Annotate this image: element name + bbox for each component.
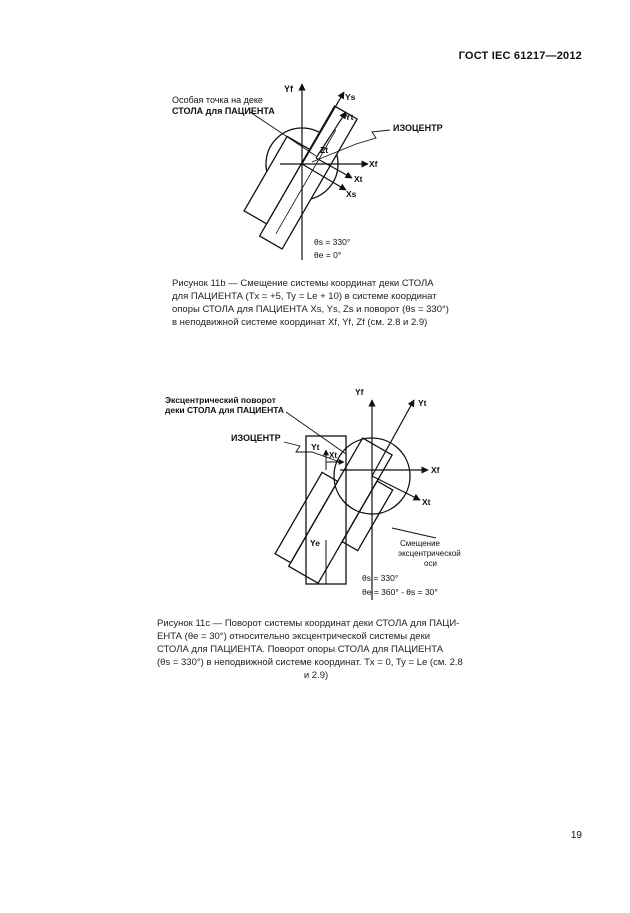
page-number: 19 <box>570 830 582 841</box>
figure-11c-diagram <box>0 380 630 610</box>
label-xt-small: Xt <box>329 451 337 460</box>
label-yt: Yt <box>345 112 354 122</box>
caption-11c-line: СТОЛА для ПАЦИЕНТА. Поворот опоры СТОЛА для ПАЦИЕНТА <box>157 644 444 655</box>
label-theta-e: θe = 360° - θs = 30° <box>362 587 438 597</box>
label-xt: Xt <box>422 497 431 507</box>
label-xf: Xf <box>369 159 378 169</box>
standard-header: ГОСТ IEC 61217—2012 <box>458 50 582 62</box>
label-zt: Zt <box>320 145 329 155</box>
label-xt: Xt <box>354 174 363 184</box>
label-singular-point-2: СТОЛА для ПАЦИЕНТА <box>172 106 275 116</box>
caption-11c-line: и 2.9) <box>303 670 329 681</box>
caption-11b-line: для ПАЦИЕНТА (Tx = +5, Ty = Le + 10) в системе координат <box>172 291 437 302</box>
label-shift-3: оси <box>424 559 437 568</box>
caption-11b-line: Рисунок 11b — Смещение системы координат деки СТОЛА <box>172 278 434 289</box>
label-shift-1: Смещение <box>400 539 441 548</box>
caption-11c-line: ЕНТА (θe = 30°) относительно эксцентрической системы деки <box>157 631 431 642</box>
label-shift-2: эксцентрической <box>398 549 461 558</box>
label-theta-s: θs = 330° <box>362 573 399 583</box>
label-isocenter: ИЗОЦЕНТР <box>393 123 443 133</box>
label-ys: Ys <box>345 92 356 102</box>
label-yf: Yf <box>355 387 364 397</box>
label-eccentric-2: деки СТОЛА для ПАЦИЕНТА <box>165 405 285 415</box>
label-singular-point-1: Особая точка на деке <box>172 95 263 105</box>
caption-11c-line: Рисунок 11c — Поворот системы координат деки СТОЛА для ПАЦИ- <box>157 618 460 629</box>
label-isocenter: ИЗОЦЕНТР <box>231 433 281 443</box>
xt-axis <box>372 476 420 500</box>
caption-11b <box>172 277 457 329</box>
caption-11c <box>157 617 475 682</box>
label-xf: Xf <box>431 465 440 475</box>
caption-11b-line: опоры СТОЛА для ПАЦИЕНТА Xs, Ys, Zs и поворот (θs = 330°) <box>172 304 449 315</box>
figure-11b-diagram <box>0 60 630 270</box>
label-yt: Yt <box>418 398 427 408</box>
rotated-table-rect <box>289 438 392 583</box>
label-eccentric-1: Эксцентрический поворот <box>165 395 276 405</box>
label-yf: Yf <box>284 84 293 94</box>
caption-11c-line: (θs = 330°) в неподвижной системе координат. Tx = 0, Ty = Le (см. 2.8 <box>157 657 463 668</box>
label-theta-e: θe = 0° <box>314 250 342 260</box>
label-ye: Ye <box>310 538 320 548</box>
shift-leader <box>392 528 436 538</box>
label-xs: Xs <box>346 189 357 199</box>
label-theta-s: θs = 330° <box>314 237 351 247</box>
label-yt-small: Yt <box>311 442 320 452</box>
caption-11b-line: в неподвижной системе координат Xf, Yf, Zf (см. 2.8 и 2.9) <box>172 317 428 328</box>
